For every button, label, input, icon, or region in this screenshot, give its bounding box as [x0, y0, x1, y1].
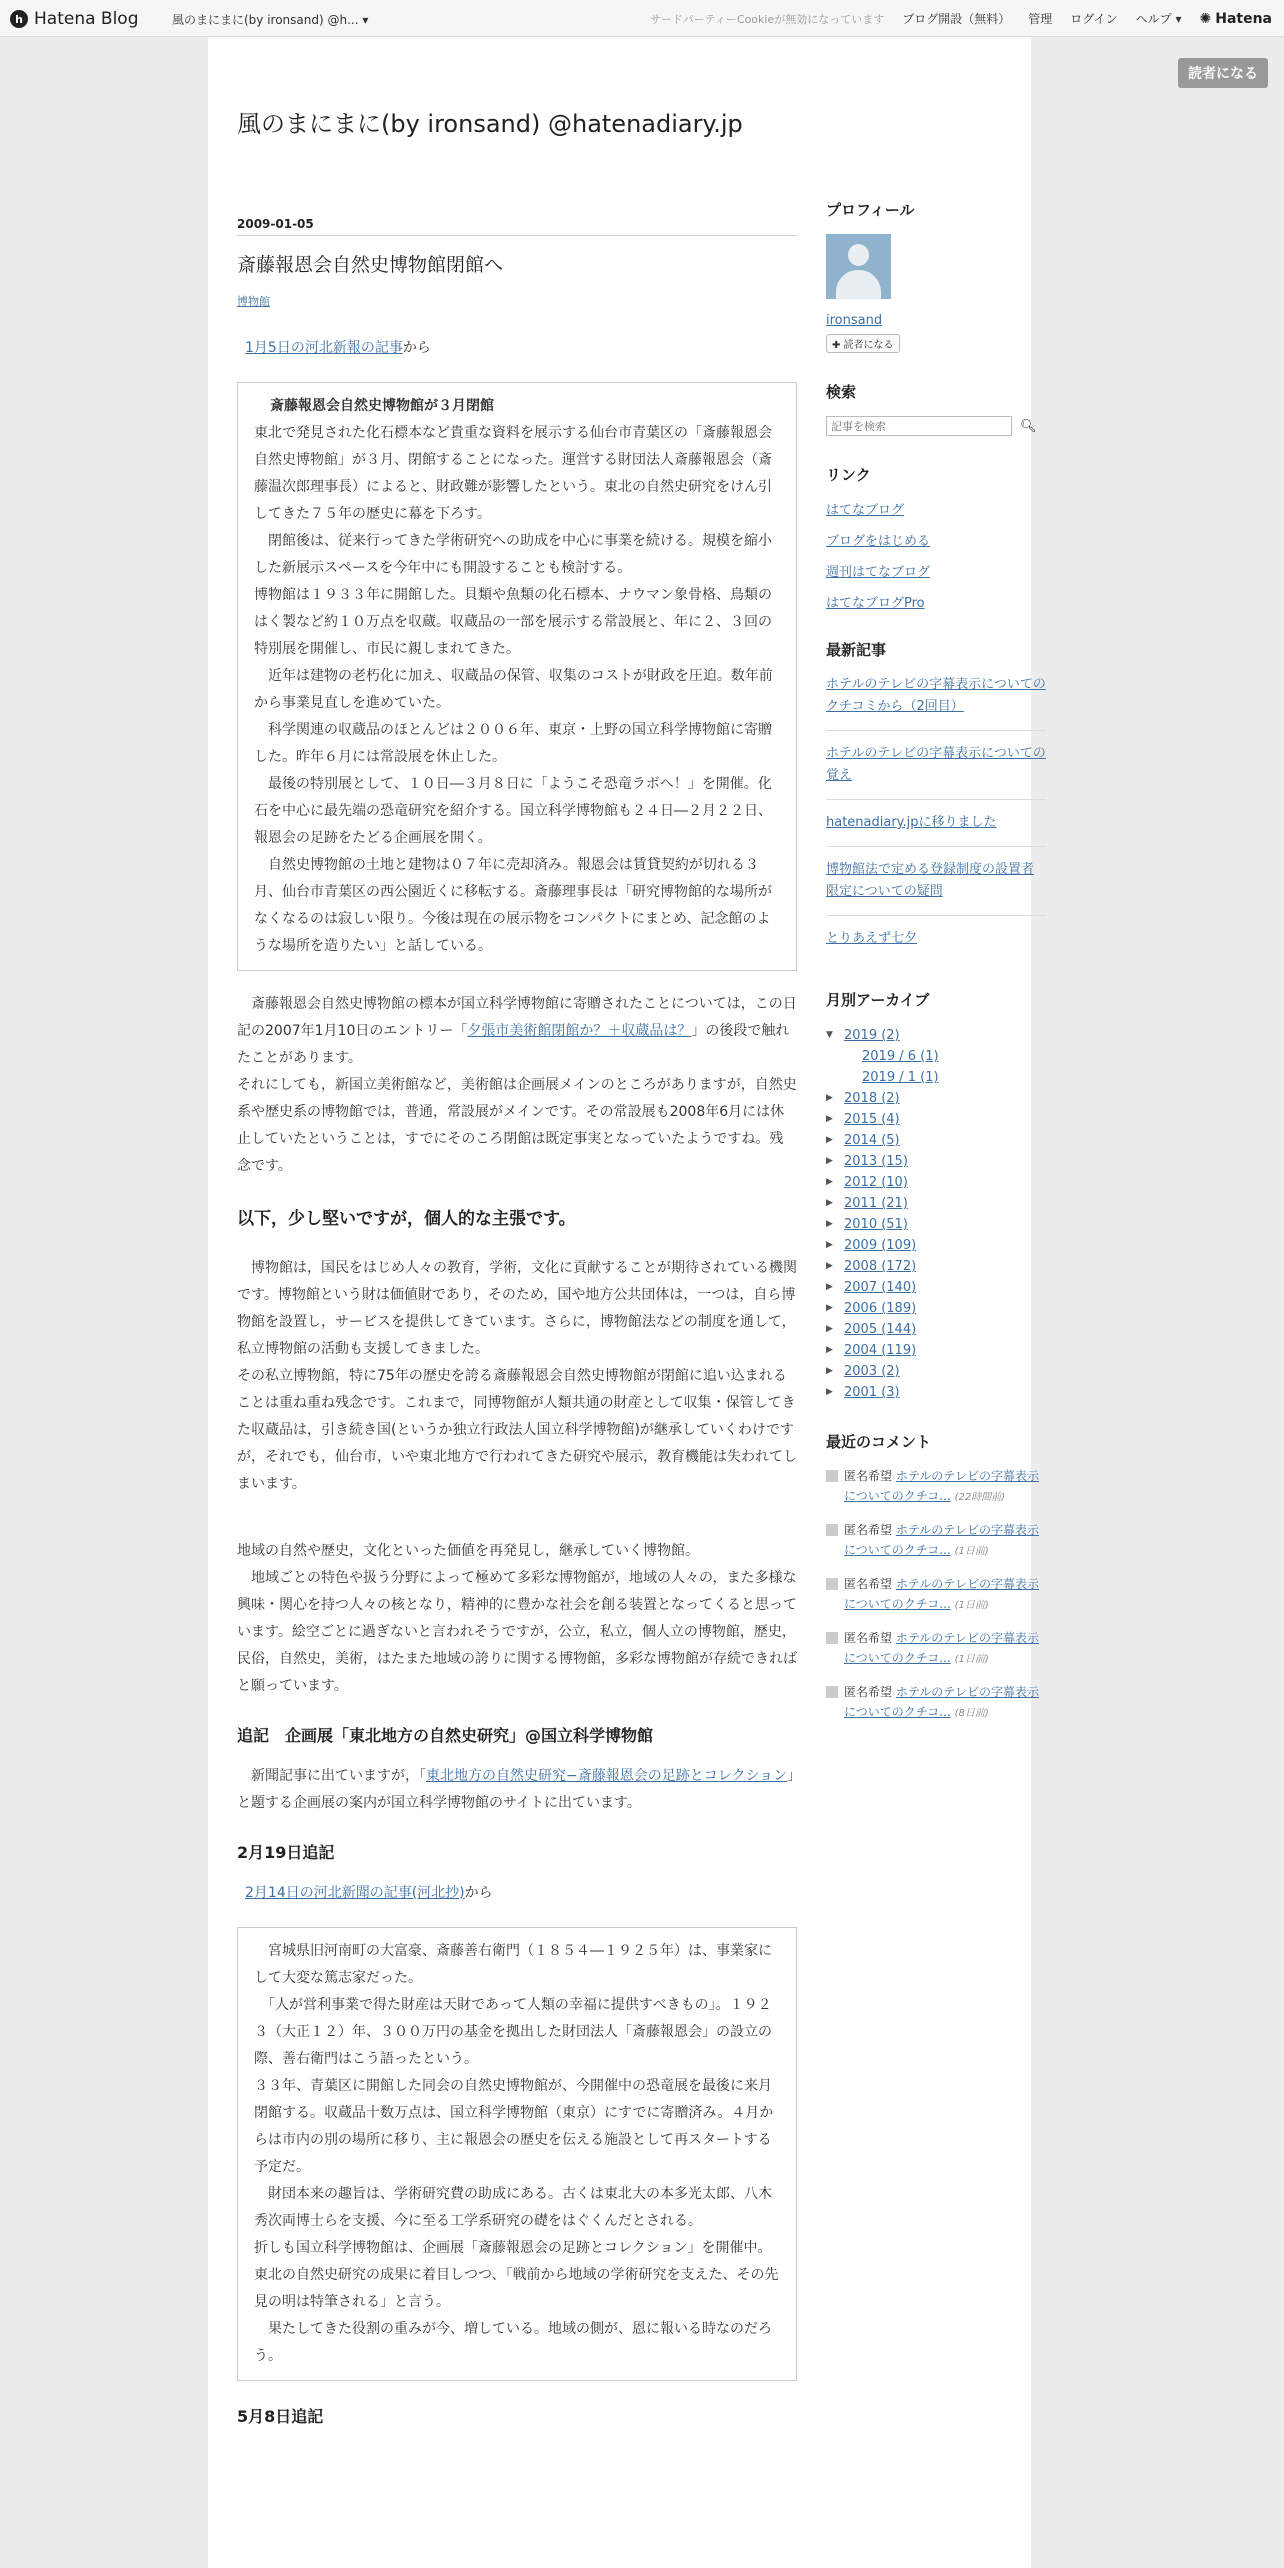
- body-text: 」の後段で触れたことがあります。: [237, 1023, 790, 1066]
- archive-year-list: [826, 1088, 1046, 1403]
- archive-month-link[interactable]: 2019 / 1 (1): [862, 1070, 939, 1085]
- comment-user: 匿名希望: [844, 1631, 893, 1645]
- quote-paragraph: 折しも国立科学博物館は、企画展「斎藤報恩会の足跡とコレクション」を開催中。東北の自然史研究の成果に着目しつつ、「戦前から地域の学術研究を支えた、その先見の明は特筆される」と言う。: [254, 2240, 779, 2310]
- comment-body: [844, 1628, 1046, 1670]
- user-icon: [826, 1470, 838, 1482]
- comment-entry-link[interactable]: ホテルのテレビの字幕表示についてのクチコ...: [844, 1469, 1040, 1503]
- expand-right-icon[interactable]: ▶: [826, 1366, 833, 1376]
- quote-paragraph: 財団本来の趣旨は、学術研究費の助成にある。古くは東北大の本多光太郎、八木秀次両博士らを支援、今に至る工学系研究の礎をはぐくんだとされる。: [254, 2186, 772, 2229]
- link-start-blog[interactable]: ブログをはじめる: [826, 534, 931, 549]
- spacer: [237, 1498, 797, 1538]
- comment-entry-link[interactable]: ホテルのテレビの字幕表示についてのクチコ...: [844, 1523, 1040, 1557]
- archive-year: [826, 1277, 1046, 1298]
- global-header: [0, 0, 1284, 37]
- expand-right-icon[interactable]: ▶: [826, 1387, 833, 1397]
- expand-right-icon[interactable]: ▶: [826, 1240, 833, 1250]
- recent-entry-link[interactable]: とりあえず七夕: [826, 931, 918, 946]
- comment-item: [826, 1574, 1046, 1616]
- expand-right-icon[interactable]: ▶: [826, 1135, 833, 1145]
- entry: [237, 215, 797, 2444]
- recent-entry-link[interactable]: hatenadiary.jpに移りました: [826, 812, 1046, 847]
- cookie-notice[interactable]: サードパーティーCookieが無効になっています: [649, 12, 885, 26]
- archive-year-link[interactable]: 2019 (2): [844, 1028, 900, 1043]
- body-paragraph: それにしても，新国立美術館など，美術館は企画展メインのところがありますが，自然史系や歴史系の博物館では，普通，常設展がメインです。その常設展も2008年6月には休止していたということは，すでにそのころ閉館は既定事実となっていたようですね。残念です。: [237, 1077, 797, 1174]
- body-paragraph: 地域ごとの特色や扱う分野によって極めて多彩な博物館が，地域の人々の，また多様な興味・関心を持つ人々の核となり，精神的に豊かな社会を創る装置となってくると思っています。絵空ごとに過ぎないと言われそうですが，公立，私立，個人立の博物館，歴史，民俗，自然史，美術，はたまた地域の誇りに関する博物館，多彩な博物館が存続できればと願っています。: [237, 1570, 797, 1694]
- comment-item: [826, 1682, 1046, 1724]
- expand-right-icon[interactable]: ▶: [826, 1156, 833, 1166]
- quote-article-2: [237, 1927, 797, 2381]
- expand-down-icon[interactable]: ▼: [826, 1030, 833, 1040]
- recent-entry-link[interactable]: ホテルのテレビの字幕表示についてのクチコミから（2回目）: [826, 674, 1046, 731]
- section-heading-addendum-3: 5月8日追記: [237, 2407, 324, 2426]
- entry-title[interactable]: 斎藤報恩会自然史博物館閉館へ: [237, 254, 504, 276]
- user-icon: [826, 1632, 838, 1644]
- hatena-logo-icon: ✺: [1199, 10, 1212, 27]
- archive-month-link[interactable]: 2019 / 6 (1): [862, 1049, 939, 1064]
- section-heading-opinion: 以下，少し堅いですが，個人的な主張です。: [237, 1209, 576, 1229]
- quote-paragraph: 閉館後は、従来行ってきた学術研究への助成を中心に事業を続ける。規模を縮小した新展示スペースを今年中にも開設することも検討する。: [254, 533, 772, 576]
- body-paragraph: [237, 991, 797, 1072]
- quote-paragraph: 「人が営利事業で得た財産は天財であって人類の幸福に提供すべきもの」。１９２３（大正１２）年、３００万円の基金を拠出した財団法人「斎藤報恩会」の設立の際、善右衛門はこう語ったという。: [254, 1997, 772, 2067]
- comment-time: (1日前): [954, 1600, 989, 1611]
- login-link[interactable]: ログイン: [1070, 12, 1118, 26]
- comment-item: [826, 1466, 1046, 1508]
- quote-article-1: [237, 382, 797, 971]
- comment-user: 匿名希望: [844, 1577, 893, 1591]
- admin-link[interactable]: 管理: [1028, 12, 1053, 26]
- archive-year-link[interactable]: 2007 (140): [844, 1280, 917, 1295]
- avatar-body-shape: [836, 270, 881, 299]
- source-line: [237, 1880, 797, 1907]
- follow-button[interactable]: ✚ 読者になる: [826, 334, 900, 353]
- search-form: [826, 416, 1046, 436]
- archive-year-link[interactable]: 2004 (119): [844, 1343, 917, 1358]
- related-entry-link[interactable]: 夕張市美術館閉館か？＋収蔵品は？: [467, 1023, 692, 1039]
- body-paragraph: [237, 1763, 797, 1817]
- archive-year-link[interactable]: 2005 (144): [844, 1322, 917, 1337]
- profile-name-link[interactable]: ironsand: [826, 313, 883, 328]
- comment-entry-link[interactable]: ホテルのテレビの字幕表示についてのクチコ...: [844, 1685, 1040, 1719]
- search-title: 検索: [826, 383, 857, 401]
- quote-paragraph: 自然史博物館の土地と建物は０７年に売却済み。報恩会は賃貸契約が切れる３月、仙台市青葉区の西公園近くに移転する。斎藤理事長は「研究博物館的な場所がなくなるのは寂しい限り。今後は現在の展示物をコンパクトにまとめ、記念館のような場所を造りたい」と話している。: [254, 857, 772, 954]
- body-text: 斎藤報恩会自然史博物館の標本が国立科学博物館に寄贈されたことについては，この日記の2007年1月10日のエントリー「: [237, 996, 797, 1039]
- recent-comments-module: [826, 1431, 1046, 1724]
- section-heading-addendum-2: 2月19日追記: [237, 1843, 335, 1862]
- profile-title: プロフィール: [826, 201, 915, 219]
- archive-year: [826, 1214, 1046, 1235]
- comment-entry-link[interactable]: ホテルのテレビの字幕表示についてのクチコ...: [844, 1577, 1040, 1611]
- quote-paragraph: 東北で発見された化石標本など貴重な資料を展示する仙台市青葉区の「斎藤報恩会自然史博物館」が３月、閉館することになった。運営する財団法人斎藤報恩会（斎藤温次郎理事長）によると、財政難が影響したという。東北の自然史研究をけん引してきた７５年の歴史に幕を下ろす。: [254, 425, 772, 522]
- hatena-blog-logo[interactable]: [10, 9, 139, 29]
- expand-right-icon[interactable]: ▶: [826, 1282, 833, 1292]
- avatar[interactable]: [826, 234, 891, 299]
- comment-entry-link[interactable]: ホテルのテレビの字幕表示についてのクチコ...: [844, 1631, 1040, 1665]
- archive-year: [826, 1172, 1046, 1193]
- source-line: [237, 335, 797, 362]
- expand-right-icon[interactable]: ▶: [826, 1093, 833, 1103]
- body-paragraph: その私立博物館，特に75年の歴史を誇る斎藤報恩会自然史博物館が閉館に追い込まれることは重ね重ね残念です。これまで，同博物館が人類共通の財産として収集・保管してきた収蔵品は，引き続き国(というか独立行政法人国立科学博物館)が継承していくわけですが，それでも，仙台市，いや東北地方で行われてきた研究や展示，教育機能は失われてしまいます。: [237, 1368, 797, 1492]
- user-icon: [826, 1578, 838, 1590]
- archive-module: [826, 990, 1046, 1403]
- expand-right-icon[interactable]: ▶: [826, 1177, 833, 1187]
- quote-paragraph: 科学関連の収蔵品のほとんどは２００６年、東京・上野の国立科学博物館に寄贈した。昨年６月には常設展を休止した。: [254, 722, 772, 765]
- search-icon[interactable]: 🔍︎: [1020, 418, 1037, 434]
- archive-year-link[interactable]: 2015 (4): [844, 1112, 900, 1127]
- link-hatena-blog-pro[interactable]: はてなブログPro: [826, 596, 925, 611]
- expand-right-icon[interactable]: ▶: [826, 1261, 833, 1271]
- link-hatena-blog[interactable]: はてなブログ: [826, 503, 905, 518]
- recent-entry-link[interactable]: ホテルのテレビの字幕表示についての覚え: [826, 743, 1046, 800]
- section-heading-addendum-1: 追記 企画展「東北地方の自然史研究」@国立科学博物館: [237, 1726, 654, 1745]
- body-paragraph: 博物館は，国民をはじめ人々の教育，学術，文化に貢献することが期待されている機関です。博物館という財は価値財であり，そのため，国や地方公共団体は，一つは，自ら博物館を設置し，サービスを提供してきています。さらに，博物館法などの制度を通して，私立博物館の活動も支援してきました。: [237, 1260, 797, 1357]
- archive-year-link[interactable]: 2001 (3): [844, 1385, 900, 1400]
- expand-right-icon[interactable]: ▶: [826, 1114, 833, 1124]
- hatena-blog-logo-text: Hatena Blog: [34, 9, 139, 29]
- archive-year: [826, 1319, 1046, 1340]
- archive-year: [826, 1151, 1046, 1172]
- archive-year-link[interactable]: 2006 (189): [844, 1301, 917, 1316]
- archive-month: [826, 1046, 1046, 1067]
- quote-paragraph: 果たしてきた役割の重みが今、増している。地域の側が、恩に報いる時なのだろう。: [254, 2321, 772, 2364]
- links-module: [826, 464, 1046, 611]
- entry-date[interactable]: 2009-01-05: [237, 215, 797, 236]
- comment-time: (1日前): [954, 1546, 989, 1557]
- search-module: [826, 381, 1046, 436]
- expand-right-icon[interactable]: ▶: [826, 1303, 833, 1313]
- comment-item: [826, 1520, 1046, 1562]
- avatar-head-shape: [848, 244, 869, 266]
- recent-entries-module: [826, 639, 1046, 962]
- source-article-link[interactable]: 1月5日の河北新報の記事: [245, 340, 403, 356]
- blog-title[interactable]: 風のまにまに(by ironsand) @hatenadiary.jp: [237, 110, 743, 138]
- body-text: 新聞記事に出ていますが，「: [237, 1768, 426, 1784]
- comment-item: [826, 1628, 1046, 1670]
- archive-year: [826, 1298, 1046, 1319]
- source-article-2-link[interactable]: 2月14日の河北新聞の記事(河北抄): [245, 1885, 465, 1901]
- help-menu[interactable]: ヘルプ ▾: [1135, 12, 1182, 26]
- archive-year: [826, 1340, 1046, 1361]
- archive-year: [826, 1025, 1046, 1046]
- archive-year-link[interactable]: 2013 (15): [844, 1154, 908, 1169]
- links-title: リンク: [826, 466, 871, 484]
- user-icon: [826, 1524, 838, 1536]
- archive-year: [826, 1193, 1046, 1214]
- comment-body: [844, 1574, 1046, 1616]
- expand-right-icon[interactable]: ▶: [826, 1198, 833, 1208]
- archive-year: [826, 1130, 1046, 1151]
- source-suffix: から: [464, 1885, 493, 1901]
- recent-title: 最新記事: [826, 641, 887, 659]
- blog-select-dropdown[interactable]: 風のまにまに(by ironsand) @h... ▾: [172, 13, 369, 27]
- quote-headline: 斎藤報恩会自然史博物館が３月閉館: [270, 398, 494, 414]
- archive-year: [826, 1235, 1046, 1256]
- comment-user: 匿名希望: [844, 1469, 893, 1483]
- archive-title: 月別アーカイブ: [826, 991, 930, 1009]
- archive-year: [826, 1361, 1046, 1382]
- archive-year: [826, 1088, 1046, 1109]
- archive-year: [826, 1382, 1046, 1403]
- blog-container: [208, 37, 1046, 2568]
- source-suffix: から: [402, 340, 431, 356]
- comment-body: [844, 1520, 1046, 1562]
- archive-year-link[interactable]: 2011 (21): [844, 1196, 908, 1211]
- comment-user: 匿名希望: [844, 1523, 893, 1537]
- exhibition-link[interactable]: 東北地方の自然史研究−斎藤報恩会の足跡とコレクション: [426, 1768, 788, 1784]
- open-blog-link[interactable]: ブログ開設（無料）: [902, 12, 1011, 26]
- archive-year-link[interactable]: 2010 (51): [844, 1217, 908, 1232]
- archive-year: [826, 1256, 1046, 1277]
- link-weekly-hatena-blog[interactable]: 週刊はてなブログ: [826, 565, 931, 580]
- quote-paragraph: ３３年、青葉区に開館した同会の自然史博物館が、今開催中の恐竜展を最後に来月閉館する。収蔵品十数万点は、国立科学博物館（東京）にすでに寄贈済み。４月からは市内の別の場所に移り、主に報恩会の歴史を伝える施設として再スタートする予定だ。: [254, 2078, 774, 2175]
- archive-year-link[interactable]: 2008 (172): [844, 1259, 917, 1274]
- archive-year-link[interactable]: 2012 (10): [844, 1175, 908, 1190]
- global-nav: [650, 10, 1272, 27]
- search-input[interactable]: [826, 416, 1012, 436]
- quote-paragraph: 宮城県旧河南町の大富豪、斎藤善右衛門（１８５４―１９２５年）は、事業家にして大変な篤志家だった。: [254, 1943, 772, 1986]
- expand-right-icon[interactable]: ▶: [826, 1345, 833, 1355]
- hatena-blog-logo-icon: h: [10, 10, 28, 28]
- profile-module: [826, 199, 1046, 353]
- archive-year-link[interactable]: 2009 (109): [844, 1238, 917, 1253]
- entry-category-link[interactable]: 博物館: [237, 295, 270, 308]
- archive-year-link[interactable]: 2018 (2): [844, 1091, 900, 1106]
- archive-year: [826, 1109, 1046, 1130]
- comment-body: [844, 1466, 1046, 1508]
- comments-title: 最近のコメント: [826, 1433, 932, 1451]
- expand-right-icon[interactable]: ▶: [826, 1219, 833, 1229]
- archive-year-link[interactable]: 2003 (2): [844, 1364, 900, 1379]
- hatena-logo-text: Hatena: [1215, 10, 1272, 27]
- comment-time: (8日前): [954, 1708, 989, 1719]
- archive-month: [826, 1067, 1046, 1088]
- archive-year-link[interactable]: 2014 (5): [844, 1133, 900, 1148]
- comment-user: 匿名希望: [844, 1685, 893, 1699]
- hatena-logo[interactable]: [1200, 11, 1273, 27]
- comment-time: (22時間前): [954, 1492, 1006, 1503]
- sidebar: [826, 199, 1046, 1752]
- comment-body: [844, 1682, 1046, 1724]
- expand-right-icon[interactable]: ▶: [826, 1324, 833, 1334]
- quote-paragraph: 近年は建物の老朽化に加え、収蔵品の保管、収集のコストが財政を圧迫。数年前から事業見直しを進めていた。: [254, 668, 773, 711]
- quote-paragraph: 博物館は１９３３年に開館した。貝類や魚類の化石標本、ナウマン象骨格、鳥類のはく製など約１０万点を収蔵。収蔵品の一部を展示する常設展と、年に２、３回の特別展を開催し、市民に親しまれてきた。: [254, 587, 772, 657]
- comment-list: [826, 1466, 1046, 1724]
- comment-time: (1日前): [954, 1654, 989, 1665]
- subscribe-button[interactable]: 読者になる: [1178, 58, 1268, 88]
- recent-entry-link[interactable]: 博物館法で定める登録制度の設置者限定についての疑問: [826, 859, 1046, 916]
- user-icon: [826, 1686, 838, 1698]
- body-text: 」と題する企画展の案内が国立科学博物館のサイトに出ています。: [237, 1768, 795, 1811]
- quote-paragraph: 最後の特別展として、１０日―３月８日に「ようこそ恐竜ラボへ！」を開催。化石を中心に最先端の恐竜研究を紹介する。国立科学博物館も２４日―２月２２日、報恩会の足跡をたどる企画展を開く。: [254, 776, 772, 846]
- body-paragraph: 地域の自然や歴史，文化といった価値を再発見し，継承していく博物館。: [237, 1543, 699, 1559]
